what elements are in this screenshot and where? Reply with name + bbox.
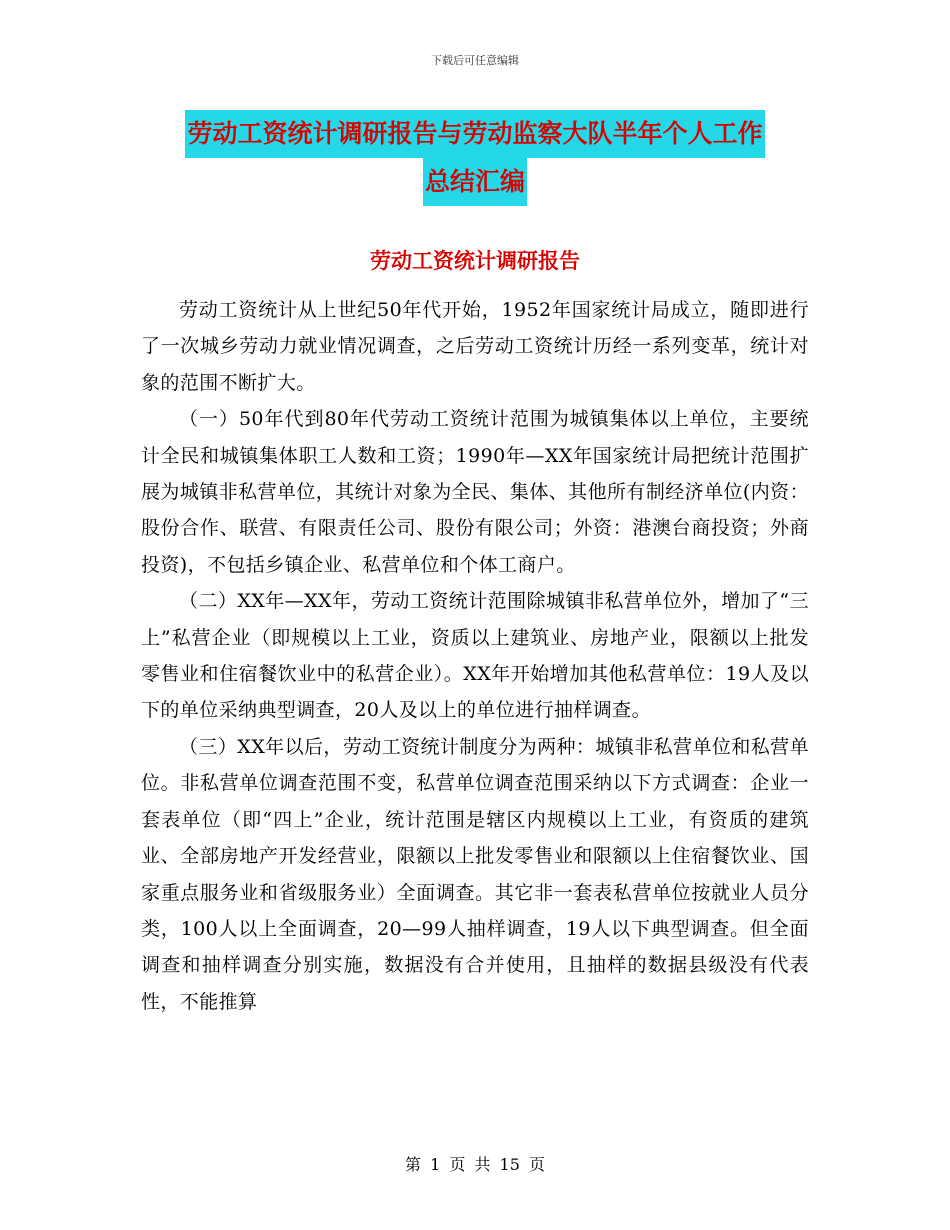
header-note: 下载后可任意编辑 [431,54,519,67]
page-footer: 第 1 页 共 15 页 [405,1155,545,1174]
paragraph-part-2: （二）XX年—XX年，劳动工资统计范围除城镇非私营单位外，增加了“三上”私营企业（即规模以上工业，资质以上建筑业、房地产业，限额以上批发零售业和住宿餐饮业中的私营企业）。XX年开始增加其他私营单位：19人及以下的单位采纳典型调查，20人及以上的单位进行抽样调查。 [141,590,809,722]
section-heading: 劳动工资统计调研报告 [370,249,580,273]
paragraph-part-3: （三）XX年以后，劳动工资统计制度分为两种：城镇非私营单位和私营单位。非私营单位调查范围不变，私营单位调查范围采纳以下方式调查：企业一套表单位（即“四上”企业，统计范围是辖区内规模以上工业，有资质的建筑业、全部房地产开发经营业，限额以上批发零售业和限额以上住宿餐饮业、国家重点服务业和省级服务业）全面调查。其它非一套表私营单位按就业人员分类，100人以上全面调查，20—99人抽样调查，19人以下典型调查。但全面调查和抽样调查分别实施，数据没有合并使用，且抽样的数据县级没有代表性，不能推算 [141,735,809,1013]
paragraph-part-1: （一）50年代到80年代劳动工资统计范围为城镇集体以上单位，主要统计全民和城镇集体职工人数和工资；1990年—XX年国家统计局把统计范围扩展为城镇非私营单位，其统计对象为全民、集体、其他所有制经济单位(内资：股份合作、联营、有限责任公司、股份有限公司；外资：港澳台商投资；外商投资)，不包括乡镇企业、私营单位和个体工商户。 [141,408,809,576]
document-title-line-2: 总结汇编 [423,158,527,206]
paragraph-intro: 劳动工资统计从上世纪50年代开始，1952年国家统计局成立，随即进行了一次城乡劳动力就业情况调查，之后劳动工资统计历经一系列变革，统计对象的范围不断扩大。 [141,299,809,394]
document-title-line-1: 劳动工资统计调研报告与劳动监察大队半年个人工作 [185,110,764,158]
document-body [141,292,809,1020]
document-title [0,110,950,206]
